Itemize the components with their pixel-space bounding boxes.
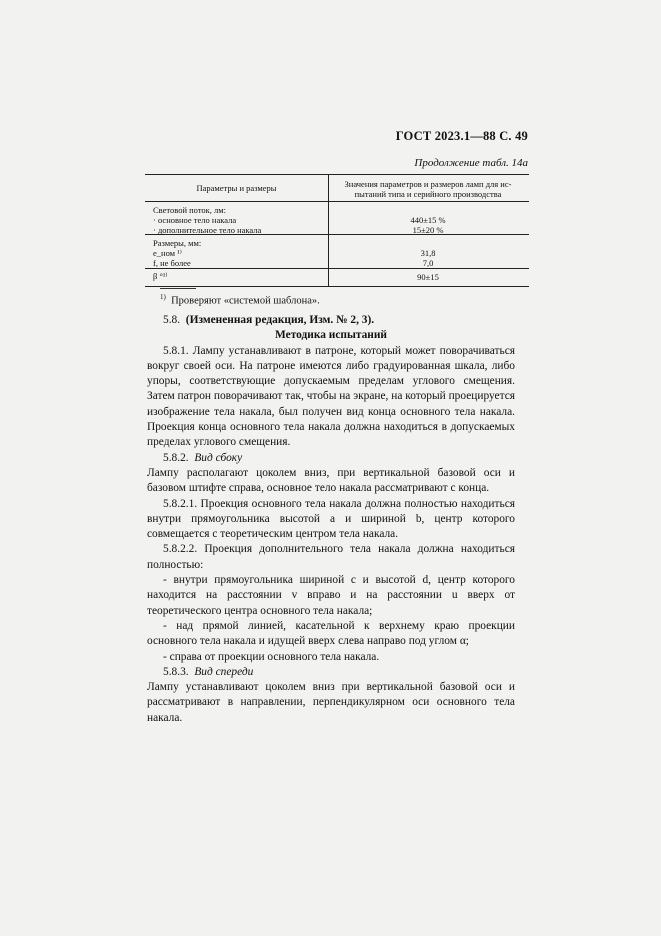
table-rule-top	[145, 174, 529, 175]
table-row: β °¹⁾	[153, 271, 168, 281]
footnote: $^{1)}$ Проверяют «системой шаблона».	[160, 293, 320, 307]
list-item: - над прямой линией, касательной к верхнему краю проекции основного тела накала и идущей вверх слева направо под углом α;	[147, 619, 515, 648]
para-5-8-2-2: 5.8.2.2. Проекция дополнительного тела накала должна находиться полностью:	[147, 543, 515, 571]
table-row-values: 440±15 % 15±20 %	[410, 215, 446, 235]
para-5-8-3-heading: 5.8.3. Вид спереди	[163, 665, 254, 678]
para-5-8-1: 5.8.1. Лампу устанавливают в патроне, который может поворачиваться вокруг своей оси. На патроне имеются либо градуированная шкала, либо упоры, соответствующие допускаемым пределам углового смещения. Затем патрон поворачивают так, чтобы на экране, на который проецируется изображение тела накала, был получен вид конца основного тела накала. Проекция конца основного тела накала должна находиться в допускаемых пределах углового смещения.	[147, 344, 515, 449]
method-title: Методика испытаний	[275, 329, 387, 342]
para-5-8-2-heading: 5.8.2. Вид сбоку	[163, 451, 243, 464]
table-row: Световой поток, лм: · основное тело накала · дополнительное тело накала	[153, 205, 262, 235]
page-header: ГОСТ 2023.1—88 С. 49	[395, 129, 528, 143]
para-5-8-2-1: 5.8.2.1. Проекция основного тела накала должна полностью находиться внутри прямоугольника высотой a и шириной b, центр которого совмещается с теоретическим центром тела накала.	[147, 497, 515, 541]
para-5-8-2: Лампу располагают цоколем вниз, при вертикальной базовой оси и базовом штифте справа, основное тело накала рассматривают с конца.	[147, 466, 515, 495]
col2-header: Значения параметров и размеров ламп для ис- пытаний типа и серийного производства	[344, 179, 512, 199]
table-column-divider	[328, 174, 329, 286]
document-body	[147, 313, 515, 726]
table-rule-row2	[145, 268, 529, 269]
table-row-values: 90±15	[417, 272, 439, 282]
list-item: - справа от проекции основного тела накала.	[163, 650, 380, 663]
table-continuation-label: Продолжение табл. 14а	[414, 157, 528, 169]
table-rule-header	[145, 201, 529, 202]
para-5-8-3: Лампу устанавливают цоколем вниз при вертикальной базовой оси и рассматривают в направлении, перпендикулярном оси основного тела накала.	[147, 681, 515, 724]
list-item: - внутри прямоугольника шириной c и высотой d, центр которого находится на расстоянии v вправо и на расстоянии u вверх от теоретического центра основного тела накала;	[147, 574, 515, 617]
section-5-8: 5.8. (Измененная редакция, Изм. № 2, 3).	[163, 314, 375, 326]
footnote-rule	[160, 288, 196, 289]
table-row-values: 31,8 7,0	[420, 248, 436, 268]
table-row: Размеры, мм: e_ном ¹⁾ f, не более	[153, 238, 202, 268]
table-rule-bottom	[145, 286, 529, 287]
col1-header: Параметры и размеры	[196, 183, 277, 193]
